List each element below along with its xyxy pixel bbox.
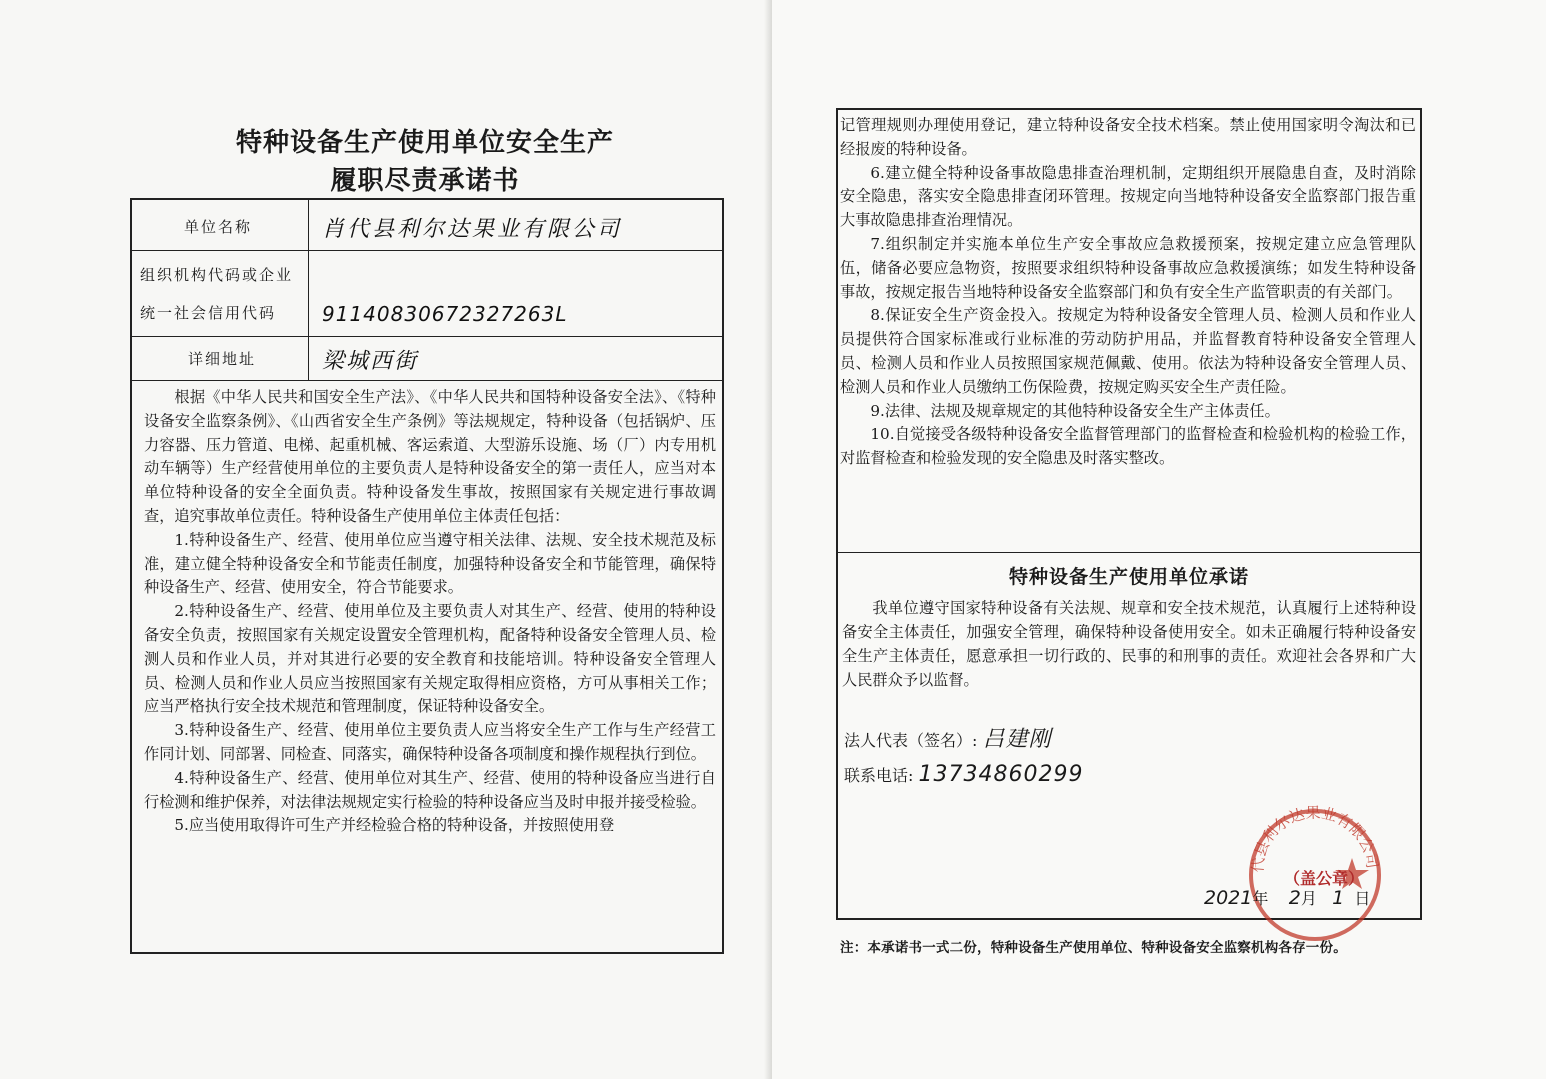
right-paragraph: 7.组织制定并实施本单位生产安全事故应急救援预案，按规定建立应急管理队伍，储备必要应急物资，按照要求组织特种设备事故应急救援演练；如发生特种设备事故，按规定报告当地特种设备安全监察部门和负有安全生产监管职责的有关部门。 [840, 234, 1416, 301]
right-body-text [840, 114, 1416, 471]
right-paragraph: 8.保证安全生产资金投入。按规定为特种设备安全管理人员、检测人员和作业人员提供符合国家标准或行业标准的劳动防护用品，并监督教育特种设备安全管理人员、检测人员和作业人员按照国家规范佩戴、使用。依法为特种设备安全管理人员、检测人员和作业人员缴纳工伤保险费，按规定购买安全生产责任险。 [840, 306, 1416, 396]
document-title-line1: 特种设备生产使用单位安全生产 [235, 128, 614, 158]
phone-line [844, 762, 1083, 787]
address-row [132, 336, 722, 381]
unit-name-label-cell [132, 200, 309, 250]
legal-rep-line [844, 722, 1052, 753]
left-paragraph: 4.特种设备生产、经营、使用单位对其生产、经营、使用的特种设备应当进行自行检测和维护保养，对法律法规规定实行检验的特种设备应当及时申报并接受检验。 [144, 768, 716, 811]
address-label: 详细地址 [188, 350, 257, 368]
right-paragraph: 6.建立健全特种设备事故隐患排查治理机制，定期组织开展隐患自查，及时消除安全隐患，落实安全隐患排查闭环管理。按规定向当地特种设备安全监察部门报告重大事故隐患排查治理情况。 [840, 163, 1416, 230]
pledge-body [842, 596, 1416, 692]
pledge-paragraph: 我单位遵守国家特种设备有关法规、规章和安全技术规范，认真履行上述特种设备安全主体责任，加强安全管理，确保特种设备使用安全。如未正确履行特种设备安全生产主体责任，愿意承担一切行政的、民事的和刑事的责任。欢迎社会各界和广大人民群众予以监督。 [842, 599, 1416, 689]
right-paragraph: 9.法律、法规及规章规定的其他特种设备安全生产主体责任。 [870, 401, 1280, 420]
document-title-line2: 履职尽责承诺书 [330, 166, 520, 196]
phone-value: 13734860299 [918, 762, 1084, 787]
seal-name: 代县利尔达果业有限公司 [1248, 803, 1382, 874]
left-body-text [144, 386, 716, 838]
right-paragraph: 10.自觉接受各级特种设备安全监督管理部门的监督检查和检验机构的检验工作，对监督检查和检验发现的安全隐患及时落实整改。 [840, 425, 1416, 468]
date-month-unit: 月 [1300, 889, 1317, 908]
date-year-unit: 年 [1252, 889, 1269, 908]
date-line [1204, 886, 1370, 909]
date-day-unit: 日 [1354, 889, 1371, 908]
credit-code-value: 91140830672327263L [322, 302, 568, 326]
section-divider [838, 552, 1420, 553]
unit-name-row [132, 200, 722, 251]
credit-code-label-line1: 组织机构代码或企业 [140, 266, 294, 284]
left-page [0, 0, 772, 1079]
footnote: 注：本承诺书一式二份，特种设备生产使用单位、特种设备安全监察机构各存一份。 [840, 940, 1347, 956]
right-paragraph: 记管理规则办理使用登记，建立特种设备安全技术档案。禁止使用国家明令淘汰和已经报废的特种设备。 [840, 116, 1416, 158]
legal-rep-signature: 吕建刚 [982, 727, 1052, 752]
legal-rep-label: 法人代表（签名）: [844, 731, 978, 750]
phone-label: 联系电话: [844, 766, 914, 785]
seal-label: （盖公章） [1284, 869, 1365, 888]
pledge-title: 特种设备生产使用单位承诺 [1008, 566, 1249, 588]
left-paragraph: 3.特种设备生产、经营、使用单位主要负责人应当将安全生产工作与生产经营工作同计划、同部署、同检查、同落实，确保特种设备各项制度和操作规程执行到位。 [144, 721, 716, 763]
left-paragraph: 5.应当使用取得许可生产并经检验合格的特种设备，并按照使用登 [174, 816, 615, 835]
date-year: 2021 [1204, 887, 1253, 909]
left-paragraph: 根据《中华人民共和国安全生产法》、《中华人民共和国特种设备安全法》、《特种设备安全监察条例》、《山西省安全生产条例》等法规规定，特种设备（包括锅炉、压力容器、压力管道、电梯、起重机械、客运索道、大型游乐设施、场（厂）内专用机动车辆等）生产经营使用单位的主要负责人是特种设备安全的第一责任人，应当对本单位特种设备的安全全面负责。特种设备发生事故，按照国家有关规定进行事故调查，追究事故单位责任。特种设备生产使用单位主体责任包括： [144, 388, 716, 525]
credit-code-label-line2: 统一社会信用代码 [140, 304, 277, 322]
date-day: 1 [1332, 887, 1345, 909]
address-value: 梁城西街 [322, 349, 419, 374]
commitment-form-box [130, 198, 724, 954]
credit-code-row [132, 250, 722, 337]
unit-name-label: 单位名称 [184, 218, 253, 236]
date-month: 2 [1288, 887, 1301, 909]
right-form-box [836, 108, 1422, 920]
credit-code-label-cell [132, 250, 309, 336]
company-seal [1240, 800, 1390, 950]
left-paragraph: 2.特种设备生产、经营、使用单位及主要负责人对其生产、经营、使用的特种设备安全负责，按照国家有关规定设置安全管理机构，配备特种设备安全管理人员、检测人员和作业人员，并对其进行必要的安全教育和技能培训。特种设备安全管理人员、检测人员和作业人员应当按照国家有关规定取得相应资格，方可从事相关工作；应当严格执行安全技术规范和管理制度，保证特种设备安全。 [144, 602, 716, 716]
unit-name-value: 肖代县利尔达果业有限公司 [322, 217, 623, 242]
address-label-cell [132, 336, 309, 380]
left-paragraph: 1.特种设备生产、经营、使用单位应当遵守相关法律、法规、安全技术规范及标准，建立健全特种设备安全和节能责任制度，加强特种设备安全和节能管理，确保特种设备生产、经营、使用安全，符合节能要求。 [144, 530, 716, 597]
